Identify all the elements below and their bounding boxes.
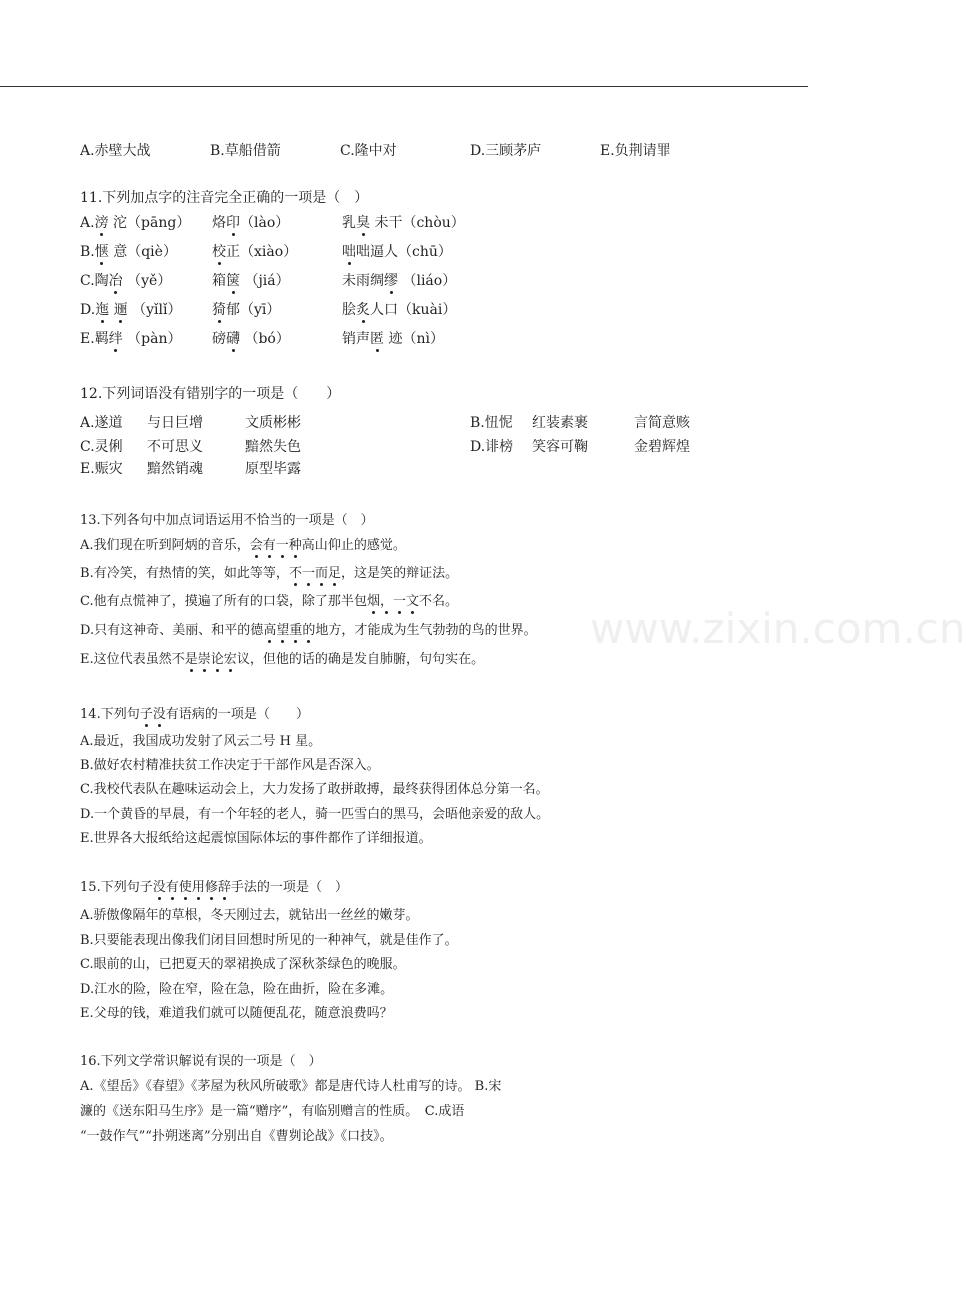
emphasis-char: 而 [314,566,328,581]
q14-stem: 14.下列句子没有语病的一项是（ ） [80,707,309,722]
emphasis-char: 缪 [384,273,398,289]
q10-option-e: E.负荆请罪 [600,143,671,159]
q14-option-d: D.一个黄昏的早晨，有一个年轻的老人，骑一匹雪白的黑马，会晤他亲爱的敌人。 [80,807,550,822]
q12-c-word1: C.灵俐 [80,439,123,455]
emphasis-char: 匿 [370,331,384,347]
emphasis-char: 没 [152,707,166,722]
q12-c-word3: 黯然失色 [245,439,301,455]
emphasis-char: 足 [327,566,341,581]
watermark: www.zixin.com.cn [590,604,966,653]
emphasis-char: 逦 [113,302,128,318]
q14-option-a: A.最近，我国成功发射了风云二号 H 星。 [80,734,322,749]
q15-option-d: D.江水的险，险在窄，险在急，险在曲折，险在多滩。 [80,982,394,997]
q11-d-col3: 脍炙人口（kuài） [342,302,457,318]
q10-option-d: D.三顾茅庐 [470,143,542,159]
q12-b-word1: B.忸怩 [470,415,513,431]
emphasis-char: 咄 [342,244,356,260]
emphasis-char: 宏 [223,652,237,667]
emphasis-char: 有 [262,538,276,553]
emphasis-char: 印 [226,215,240,231]
q16-stem: 16.下列文学常识解说有误的一项是（ ） [80,1054,322,1069]
emphasis-char: 辞 [217,880,231,895]
emphasis-char: 猗 [212,302,226,318]
q14-option-e: E.世界各大报纸给这起震惊国际体坛的事件都作了详细报道。 [80,831,432,846]
emphasis-char: 滂 [94,215,109,231]
emphasis-char: 校 [212,244,226,260]
emphasis-char: 会 [249,538,263,553]
emphasis-char: ， [379,594,393,609]
q13-stem: 13.下列各句中加点词语运用不恰当的一项是（ ） [80,513,374,528]
q11-d-col1: D.迤 逦 （yǐlǐ） [80,302,182,318]
q11-a-col3: 乳臭 未干（chòu） [342,215,465,231]
q11-b-col2: 校正（xiào） [212,244,298,260]
emphasis-char: 炙 [356,302,370,318]
emphasis-char: 文 [406,594,420,609]
q11-a-col2: 烙印（lào） [212,215,290,231]
q12-e-word1: E.赈灾 [80,461,123,477]
q14-option-b: B.做好农村精准扶贫工作决定于干部作风是否深入。 [80,758,380,773]
q11-stem: 11.下列加点字的注音完全正确的一项是（ ） [80,190,369,206]
emphasis-char: 高 [263,623,277,638]
q12-d-word1: D.诽榜 [470,439,514,455]
emphasis-char: 重 [289,623,303,638]
emphasis-char: 子 [139,707,153,722]
emphasis-char: 论 [210,652,224,667]
emphasis-char: 望 [276,623,290,638]
q15-option-c: C.眼前的山，已把夏天的翠裙换成了深秋茶绿色的晚服。 [80,957,406,972]
q11-a-col1: A.滂 沱（pāng） [80,215,191,231]
header-rule [0,86,808,87]
emphasis-char: 用 [191,880,205,895]
emphasis-char: 使 [178,880,192,895]
q12-stem: 12.下列词语没有错别字的一项是（ ） [80,386,341,402]
q12-b-word3: 言简意赅 [634,415,690,431]
q16-line-2: 濂的《送东阳马生序》是一篇“赠序”，有临别赠言的性质。 C.成语 [80,1104,465,1119]
emphasis-char: 迤 [95,302,110,318]
emphasis-char: 一 [301,566,315,581]
q15-option-b: B.只要能表现出像我们闭目回想时所见的一种神气，就是佳作了。 [80,933,458,948]
emphasis-char: 礴 [226,331,240,347]
emphasis-char: 臭 [356,215,370,231]
q10-option-a: A.赤壁大战 [80,143,151,159]
emphasis-char: 一 [392,594,406,609]
emphasis-char: 崇 [197,652,211,667]
q13-option-b: B.有冷笑，有热情的笑，如此等等，不一而足，这是笑的辩证法。 [80,566,459,581]
q12-d-word2: 笑容可鞠 [532,439,588,455]
emphasis-char: 惬 [94,244,109,260]
emphasis-char: 不 [288,566,302,581]
emphasis-char: 绊 [108,331,123,347]
q11-e-col3: 销声匿 迹（nì） [342,331,444,347]
q11-c-col1: C.陶冶 （yě） [80,273,172,289]
emphasis-char: 是 [184,652,198,667]
q13-option-e: E.这位代表虽然不是崇论宏议，但他的话的确是发自肺腑，句句实在。 [80,652,485,667]
q15-stem: 15.下列句子没有使用修辞手法的一项是（ ） [80,880,348,895]
q11-b-col3: 咄咄逼人（chū） [342,244,452,260]
q11-c-col3: 未雨绸缪 （liáo） [342,273,457,289]
q10-option-c: C.隆中对 [340,143,397,159]
q12-b-word2: 红装素裹 [532,415,588,431]
q11-d-col2: 猗郁（yī） [212,302,281,318]
q16-line-3: “一鼓作气”“扑朔迷离”分别出自《曹刿论战》《口技》。 [80,1129,393,1144]
q12-c-word2: 不可思义 [147,439,203,455]
emphasis-char: 冶 [108,273,123,289]
q13-option-a: A.我们现在听到阿炳的音乐，会有一种高山仰止的感觉。 [80,538,406,553]
emphasis-char: 的 [302,623,316,638]
q11-e-col2: 磅礴 （bó） [212,331,290,347]
emphasis-char: 没 [152,880,166,895]
q10-option-b: B.草船借箭 [210,143,281,159]
q13-option-d: D.只有这神奇、美丽、和平的德高望重的地方，才能成为生气勃勃的鸟的世界。 [80,623,537,638]
q12-e-word3: 原型毕露 [245,461,301,477]
q11-e-col1: E.羁绊 （pàn） [80,331,182,347]
emphasis-char: 箧 [226,273,240,289]
emphasis-char: 有 [165,880,179,895]
q12-e-word2: 黯然销魂 [147,461,203,477]
emphasis-char: 烟 [366,594,380,609]
q12-a-word3: 文质彬彬 [245,415,301,431]
q12-a-word1: A.遂道 [80,415,123,431]
q11-b-col1: B.惬 意（qiè） [80,244,177,260]
q11-c-col2: 箱箧 （jiá） [212,273,290,289]
q13-option-c: C.他有点慌神了，摸遍了所有的口袋，除了那半包烟，一文不名。 [80,594,459,609]
q16-line-1: A.《望岳》《春望》《茅屋为秋风所破歌》都是唐代诗人杜甫写的诗。 B.宋 [80,1079,502,1094]
emphasis-char: 修 [204,880,218,895]
q12-a-word2: 与日巨增 [147,415,203,431]
q15-option-a: A.骄傲像隔年的草根，冬天刚过去，就钻出一丝丝的嫩芽。 [80,908,419,923]
q12-d-word3: 金碧辉煌 [634,439,690,455]
q14-option-c: C.我校代表队在趣味运动会上，大力发扬了敢拼敢搏，最终获得团体总分第一名。 [80,782,549,797]
q15-option-e: E.父母的钱，难道我们就可以随便乱花，随意浪费吗？ [80,1006,393,1021]
emphasis-char: 一 [275,538,289,553]
emphasis-char: 种 [288,538,302,553]
